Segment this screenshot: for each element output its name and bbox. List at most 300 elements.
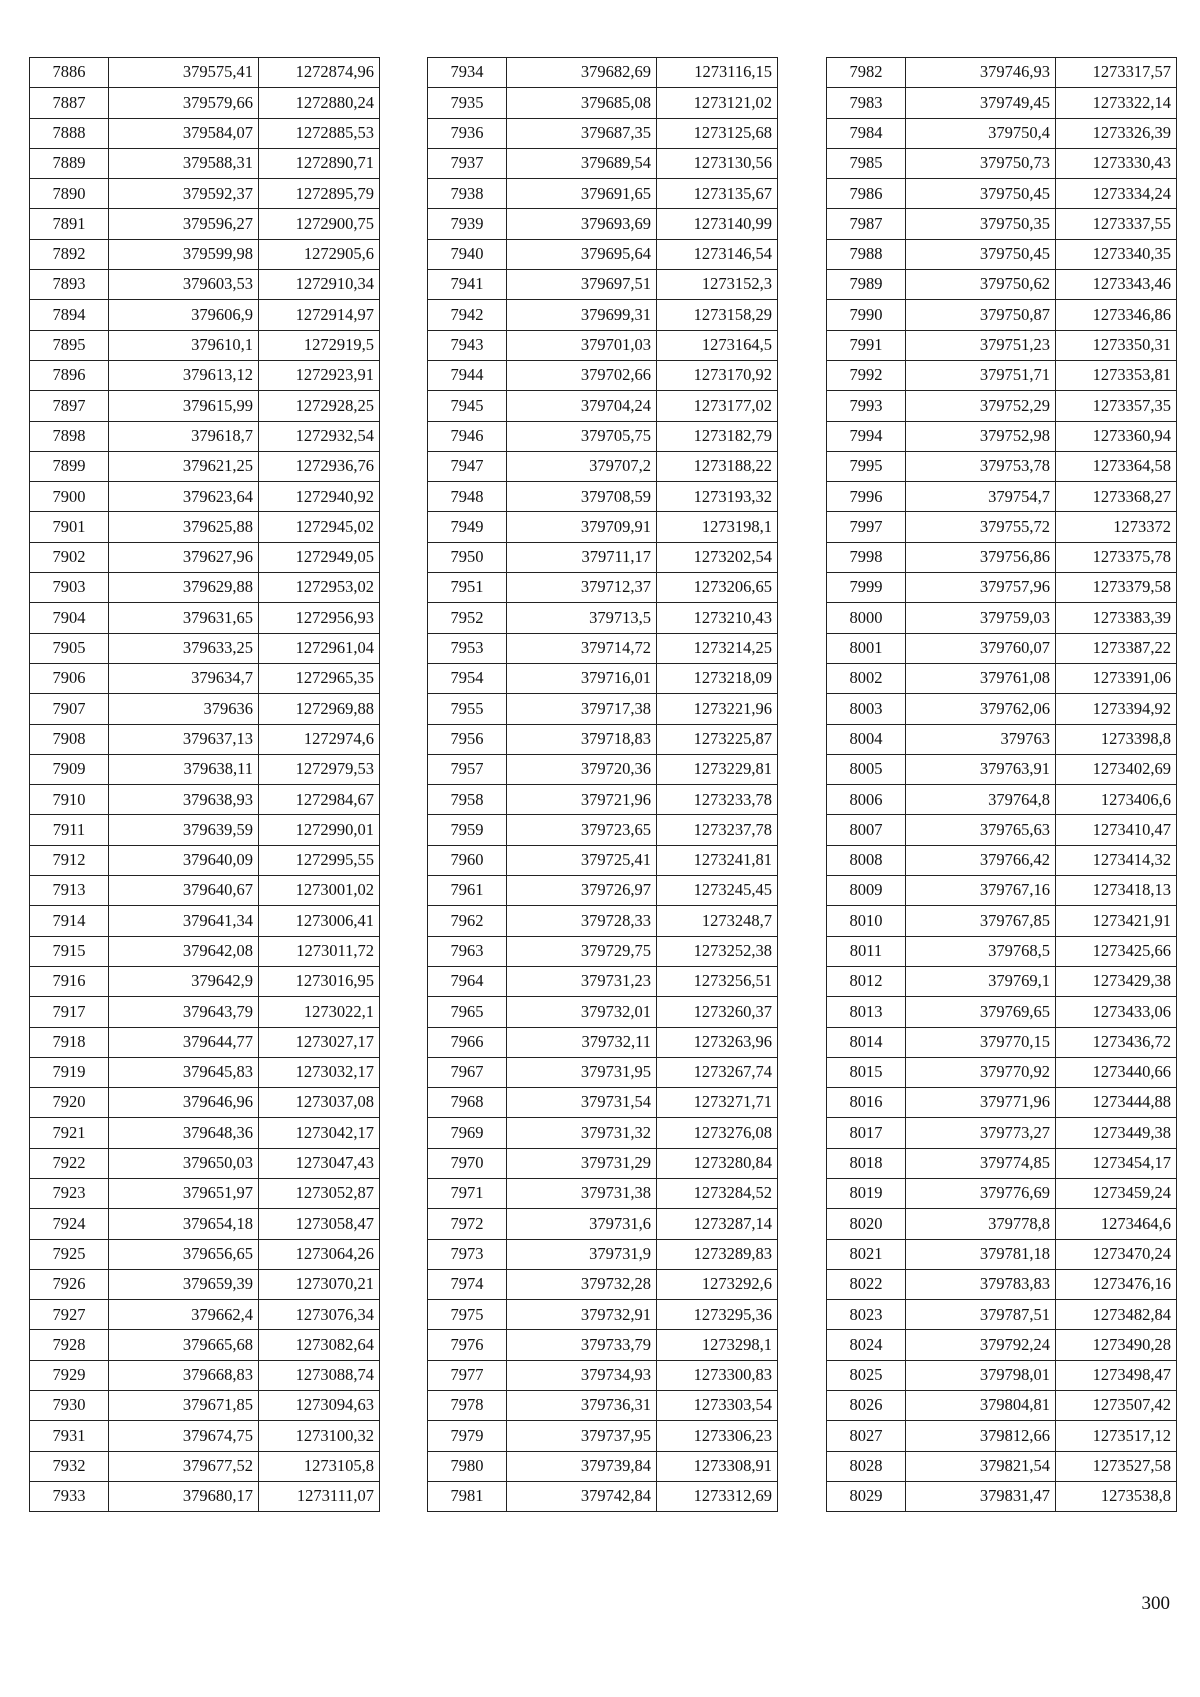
y-coordinate-cell: 1273237,78	[657, 815, 778, 845]
point-number-cell: 7942	[428, 300, 507, 330]
y-coordinate-cell: 1273221,96	[657, 694, 778, 724]
table-row	[30, 148, 380, 178]
x-coordinate-cell: 379759,03	[906, 603, 1056, 633]
point-number-cell: 7946	[428, 421, 507, 451]
point-number-cell: 7901	[30, 512, 109, 542]
y-coordinate-cell: 1273177,02	[657, 391, 778, 421]
y-coordinate-cell: 1273188,22	[657, 451, 778, 481]
point-number-cell: 7921	[30, 1118, 109, 1148]
point-number-cell: 7978	[428, 1391, 507, 1421]
point-number-cell: 7918	[30, 1027, 109, 1057]
table-row	[827, 1118, 1177, 1148]
table-row	[827, 906, 1177, 936]
y-coordinate-cell: 1272984,67	[259, 785, 380, 815]
x-coordinate-cell: 379754,7	[906, 482, 1056, 512]
y-coordinate-cell: 1272965,35	[259, 663, 380, 693]
x-coordinate-cell: 379736,31	[507, 1391, 657, 1421]
y-coordinate-cell: 1273406,6	[1056, 785, 1177, 815]
y-coordinate-cell: 1273082,64	[259, 1330, 380, 1360]
y-coordinate-cell: 1273130,56	[657, 148, 778, 178]
x-coordinate-cell: 379711,17	[507, 542, 657, 572]
y-coordinate-cell: 1273214,25	[657, 633, 778, 663]
x-coordinate-cell: 379618,7	[109, 421, 259, 451]
point-number-cell: 7895	[30, 330, 109, 360]
table-row	[827, 936, 1177, 966]
point-number-cell: 7925	[30, 1239, 109, 1269]
point-number-cell: 7953	[428, 633, 507, 663]
table-row	[428, 785, 778, 815]
point-number-cell: 7937	[428, 148, 507, 178]
y-coordinate-cell: 1272910,34	[259, 270, 380, 300]
x-coordinate-cell: 379714,72	[507, 633, 657, 663]
y-coordinate-cell: 1272923,91	[259, 360, 380, 390]
point-number-cell: 7997	[827, 512, 906, 542]
table-row	[428, 118, 778, 148]
table-row	[827, 997, 1177, 1027]
table-row	[827, 148, 1177, 178]
x-coordinate-cell: 379760,07	[906, 633, 1056, 663]
y-coordinate-cell: 1273433,06	[1056, 997, 1177, 1027]
table-row	[30, 997, 380, 1027]
point-number-cell: 7933	[30, 1481, 109, 1511]
point-number-cell: 7993	[827, 391, 906, 421]
x-coordinate-cell: 379787,51	[906, 1300, 1056, 1330]
table-row	[428, 1148, 778, 1178]
table-row	[827, 451, 1177, 481]
y-coordinate-cell: 1273429,38	[1056, 966, 1177, 996]
point-number-cell: 7962	[428, 906, 507, 936]
table-row	[827, 421, 1177, 451]
x-coordinate-cell: 379638,11	[109, 754, 259, 784]
table-row	[30, 1178, 380, 1208]
table-row	[30, 1209, 380, 1239]
table-row	[428, 754, 778, 784]
table-row	[30, 603, 380, 633]
y-coordinate-cell: 1273464,6	[1056, 1209, 1177, 1239]
point-number-cell: 8025	[827, 1360, 906, 1390]
table-row	[428, 300, 778, 330]
point-number-cell: 7986	[827, 179, 906, 209]
x-coordinate-cell: 379645,83	[109, 1057, 259, 1087]
point-number-cell: 7989	[827, 270, 906, 300]
y-coordinate-cell: 1273032,17	[259, 1057, 380, 1087]
x-coordinate-cell: 379731,95	[507, 1057, 657, 1087]
point-number-cell: 7894	[30, 300, 109, 330]
point-number-cell: 7902	[30, 542, 109, 572]
x-coordinate-cell: 379750,35	[906, 209, 1056, 239]
x-coordinate-cell: 379725,41	[507, 845, 657, 875]
x-coordinate-cell: 379776,69	[906, 1178, 1056, 1208]
y-coordinate-cell: 1273292,6	[657, 1269, 778, 1299]
x-coordinate-cell: 379763	[906, 724, 1056, 754]
table-row	[30, 1360, 380, 1390]
x-coordinate-cell: 379606,9	[109, 300, 259, 330]
y-coordinate-cell: 1273372	[1056, 512, 1177, 542]
point-number-cell: 7961	[428, 876, 507, 906]
table-row	[428, 573, 778, 603]
y-coordinate-cell: 1273343,46	[1056, 270, 1177, 300]
x-coordinate-cell: 379774,85	[906, 1148, 1056, 1178]
x-coordinate-cell: 379709,91	[507, 512, 657, 542]
table-row	[428, 1027, 778, 1057]
table-row	[428, 88, 778, 118]
table-row	[30, 542, 380, 572]
coordinate-table-3	[826, 57, 1177, 1512]
table-row	[428, 1239, 778, 1269]
y-coordinate-cell: 1273170,92	[657, 360, 778, 390]
x-coordinate-cell: 379771,96	[906, 1088, 1056, 1118]
y-coordinate-cell: 1273146,54	[657, 239, 778, 269]
x-coordinate-cell: 379831,47	[906, 1481, 1056, 1511]
y-coordinate-cell: 1273322,14	[1056, 88, 1177, 118]
point-number-cell: 7973	[428, 1239, 507, 1269]
point-number-cell: 8023	[827, 1300, 906, 1330]
point-number-cell: 7889	[30, 148, 109, 178]
table-row	[428, 936, 778, 966]
y-coordinate-cell: 1272928,25	[259, 391, 380, 421]
y-coordinate-cell: 1273312,69	[657, 1481, 778, 1511]
x-coordinate-cell: 379695,64	[507, 239, 657, 269]
y-coordinate-cell: 1272979,53	[259, 754, 380, 784]
point-number-cell: 7910	[30, 785, 109, 815]
y-coordinate-cell: 1273527,58	[1056, 1451, 1177, 1481]
y-coordinate-cell: 1273414,32	[1056, 845, 1177, 875]
y-coordinate-cell: 1273100,32	[259, 1421, 380, 1451]
table-row	[827, 239, 1177, 269]
y-coordinate-cell: 1273346,86	[1056, 300, 1177, 330]
y-coordinate-cell: 1273295,36	[657, 1300, 778, 1330]
y-coordinate-cell: 1273027,17	[259, 1027, 380, 1057]
y-coordinate-cell: 1273334,24	[1056, 179, 1177, 209]
x-coordinate-cell: 379646,96	[109, 1088, 259, 1118]
table-row	[30, 421, 380, 451]
point-number-cell: 7939	[428, 209, 507, 239]
table-row	[30, 1239, 380, 1269]
y-coordinate-cell: 1272919,5	[259, 330, 380, 360]
table-row	[30, 1330, 380, 1360]
x-coordinate-cell: 379704,24	[507, 391, 657, 421]
x-coordinate-cell: 379731,54	[507, 1088, 657, 1118]
y-coordinate-cell: 1273418,13	[1056, 876, 1177, 906]
table-row	[827, 1330, 1177, 1360]
point-number-cell: 8016	[827, 1088, 906, 1118]
y-coordinate-cell: 1273280,84	[657, 1148, 778, 1178]
table-row	[827, 391, 1177, 421]
point-number-cell: 7896	[30, 360, 109, 390]
y-coordinate-cell: 1273326,39	[1056, 118, 1177, 148]
point-number-cell: 7917	[30, 997, 109, 1027]
y-coordinate-cell: 1273182,79	[657, 421, 778, 451]
y-coordinate-cell: 1273202,54	[657, 542, 778, 572]
point-number-cell: 8000	[827, 603, 906, 633]
point-number-cell: 7974	[428, 1269, 507, 1299]
y-coordinate-cell: 1272914,97	[259, 300, 380, 330]
table-row	[827, 1481, 1177, 1511]
y-coordinate-cell: 1273206,65	[657, 573, 778, 603]
point-number-cell: 7924	[30, 1209, 109, 1239]
x-coordinate-cell: 379699,31	[507, 300, 657, 330]
table-row	[827, 785, 1177, 815]
y-coordinate-cell: 1272874,96	[259, 58, 380, 88]
table-row	[428, 906, 778, 936]
table-row	[428, 694, 778, 724]
point-number-cell: 7903	[30, 573, 109, 603]
table-row	[827, 845, 1177, 875]
y-coordinate-cell: 1273284,52	[657, 1178, 778, 1208]
x-coordinate-cell: 379728,33	[507, 906, 657, 936]
y-coordinate-cell: 1273482,84	[1056, 1300, 1177, 1330]
x-coordinate-cell: 379764,8	[906, 785, 1056, 815]
y-coordinate-cell: 1273507,42	[1056, 1391, 1177, 1421]
x-coordinate-cell: 379633,25	[109, 633, 259, 663]
x-coordinate-cell: 379721,96	[507, 785, 657, 815]
x-coordinate-cell: 379639,59	[109, 815, 259, 845]
y-coordinate-cell: 1273125,68	[657, 118, 778, 148]
x-coordinate-cell: 379687,35	[507, 118, 657, 148]
x-coordinate-cell: 379621,25	[109, 451, 259, 481]
table-row	[30, 633, 380, 663]
x-coordinate-cell: 379756,86	[906, 542, 1056, 572]
y-coordinate-cell: 1272936,76	[259, 451, 380, 481]
point-number-cell: 8022	[827, 1269, 906, 1299]
table-row	[30, 391, 380, 421]
x-coordinate-cell: 379757,96	[906, 573, 1056, 603]
table-row	[30, 724, 380, 754]
point-number-cell: 7956	[428, 724, 507, 754]
table-row	[428, 330, 778, 360]
x-coordinate-cell: 379659,39	[109, 1269, 259, 1299]
y-coordinate-cell: 1273042,17	[259, 1118, 380, 1148]
table-row	[428, 603, 778, 633]
point-number-cell: 8017	[827, 1118, 906, 1148]
table-row	[827, 815, 1177, 845]
table-row	[30, 966, 380, 996]
point-number-cell: 7922	[30, 1148, 109, 1178]
y-coordinate-cell: 1273198,1	[657, 512, 778, 542]
point-number-cell: 7928	[30, 1330, 109, 1360]
x-coordinate-cell: 379627,96	[109, 542, 259, 572]
point-number-cell: 7958	[428, 785, 507, 815]
point-number-cell: 7969	[428, 1118, 507, 1148]
x-coordinate-cell: 379750,4	[906, 118, 1056, 148]
table-row	[428, 1178, 778, 1208]
x-coordinate-cell: 379689,54	[507, 148, 657, 178]
table-row	[428, 542, 778, 572]
x-coordinate-cell: 379705,75	[507, 421, 657, 451]
x-coordinate-cell: 379798,01	[906, 1360, 1056, 1390]
y-coordinate-cell: 1273436,72	[1056, 1027, 1177, 1057]
y-coordinate-cell: 1273300,83	[657, 1360, 778, 1390]
table-row	[30, 270, 380, 300]
table-row	[428, 1330, 778, 1360]
table-row	[30, 58, 380, 88]
x-coordinate-cell: 379603,53	[109, 270, 259, 300]
table-row	[428, 209, 778, 239]
y-coordinate-cell: 1273248,7	[657, 906, 778, 936]
y-coordinate-cell: 1273193,32	[657, 482, 778, 512]
y-coordinate-cell: 1273233,78	[657, 785, 778, 815]
x-coordinate-cell: 379718,83	[507, 724, 657, 754]
point-number-cell: 7904	[30, 603, 109, 633]
coordinate-table-2	[427, 57, 778, 1512]
x-coordinate-cell: 379769,65	[906, 997, 1056, 1027]
x-coordinate-cell: 379732,91	[507, 1300, 657, 1330]
point-number-cell: 7893	[30, 270, 109, 300]
x-coordinate-cell: 379642,08	[109, 936, 259, 966]
table-row	[30, 209, 380, 239]
point-number-cell: 8014	[827, 1027, 906, 1057]
point-number-cell: 8026	[827, 1391, 906, 1421]
table-row	[827, 754, 1177, 784]
table-row	[428, 815, 778, 845]
table-row	[428, 997, 778, 1027]
y-coordinate-cell: 1273454,17	[1056, 1148, 1177, 1178]
table-row	[827, 1360, 1177, 1390]
x-coordinate-cell: 379762,06	[906, 694, 1056, 724]
point-number-cell: 7949	[428, 512, 507, 542]
y-coordinate-cell: 1273383,39	[1056, 603, 1177, 633]
y-coordinate-cell: 1273140,99	[657, 209, 778, 239]
point-number-cell: 7923	[30, 1178, 109, 1208]
table-row	[428, 1391, 778, 1421]
point-number-cell: 7983	[827, 88, 906, 118]
table-row	[827, 270, 1177, 300]
table-row	[428, 1360, 778, 1390]
x-coordinate-cell: 379733,79	[507, 1330, 657, 1360]
y-coordinate-cell: 1273022,1	[259, 997, 380, 1027]
x-coordinate-cell: 379821,54	[906, 1451, 1056, 1481]
point-number-cell: 7966	[428, 1027, 507, 1057]
x-coordinate-cell: 379765,63	[906, 815, 1056, 845]
y-coordinate-cell: 1272880,24	[259, 88, 380, 118]
x-coordinate-cell: 379651,97	[109, 1178, 259, 1208]
x-coordinate-cell: 379638,93	[109, 785, 259, 815]
x-coordinate-cell: 379767,16	[906, 876, 1056, 906]
point-number-cell: 7908	[30, 724, 109, 754]
point-number-cell: 8021	[827, 1239, 906, 1269]
y-coordinate-cell: 1273052,87	[259, 1178, 380, 1208]
point-number-cell: 7920	[30, 1088, 109, 1118]
y-coordinate-cell: 1272940,92	[259, 482, 380, 512]
x-coordinate-cell: 379613,12	[109, 360, 259, 390]
x-coordinate-cell: 379644,77	[109, 1027, 259, 1057]
x-coordinate-cell: 379623,64	[109, 482, 259, 512]
y-coordinate-cell: 1273111,07	[259, 1481, 380, 1511]
table-row	[428, 1057, 778, 1087]
x-coordinate-cell: 379750,45	[906, 179, 1056, 209]
table-row	[827, 512, 1177, 542]
table-row	[428, 482, 778, 512]
point-number-cell: 7988	[827, 239, 906, 269]
y-coordinate-cell: 1273476,16	[1056, 1269, 1177, 1299]
table-row	[827, 179, 1177, 209]
point-number-cell: 7954	[428, 663, 507, 693]
point-number-cell: 7970	[428, 1148, 507, 1178]
x-coordinate-cell: 379631,65	[109, 603, 259, 633]
table-row	[428, 724, 778, 754]
x-coordinate-cell: 379592,37	[109, 179, 259, 209]
point-number-cell: 7915	[30, 936, 109, 966]
point-number-cell: 7971	[428, 1178, 507, 1208]
table-row	[30, 694, 380, 724]
x-coordinate-cell: 379693,69	[507, 209, 657, 239]
x-coordinate-cell: 379763,91	[906, 754, 1056, 784]
table-row	[428, 391, 778, 421]
point-number-cell: 8007	[827, 815, 906, 845]
y-coordinate-cell: 1273076,34	[259, 1300, 380, 1330]
x-coordinate-cell: 379751,23	[906, 330, 1056, 360]
y-coordinate-cell: 1273047,43	[259, 1148, 380, 1178]
point-number-cell: 7932	[30, 1451, 109, 1481]
table-row	[428, 451, 778, 481]
point-number-cell: 7952	[428, 603, 507, 633]
y-coordinate-cell: 1273070,21	[259, 1269, 380, 1299]
y-coordinate-cell: 1272990,01	[259, 815, 380, 845]
point-number-cell: 8006	[827, 785, 906, 815]
y-coordinate-cell: 1273210,43	[657, 603, 778, 633]
x-coordinate-cell: 379702,66	[507, 360, 657, 390]
x-coordinate-cell: 379674,75	[109, 1421, 259, 1451]
y-coordinate-cell: 1273517,12	[1056, 1421, 1177, 1451]
x-coordinate-cell: 379665,68	[109, 1330, 259, 1360]
coordinate-table-1	[29, 57, 380, 1512]
table-row	[428, 179, 778, 209]
x-coordinate-cell: 379750,45	[906, 239, 1056, 269]
table-row	[827, 1178, 1177, 1208]
point-number-cell: 7927	[30, 1300, 109, 1330]
table-row	[428, 876, 778, 906]
point-number-cell: 7960	[428, 845, 507, 875]
point-number-cell: 7926	[30, 1269, 109, 1299]
x-coordinate-cell: 379770,92	[906, 1057, 1056, 1087]
x-coordinate-cell: 379783,83	[906, 1269, 1056, 1299]
x-coordinate-cell: 379732,11	[507, 1027, 657, 1057]
x-coordinate-cell: 379575,41	[109, 58, 259, 88]
table-row	[827, 1391, 1177, 1421]
x-coordinate-cell: 379610,1	[109, 330, 259, 360]
point-number-cell: 7913	[30, 876, 109, 906]
point-number-cell: 7982	[827, 58, 906, 88]
y-coordinate-cell: 1272895,79	[259, 179, 380, 209]
y-coordinate-cell: 1273152,3	[657, 270, 778, 300]
point-number-cell: 7909	[30, 754, 109, 784]
point-number-cell: 8029	[827, 1481, 906, 1511]
table-row	[30, 1057, 380, 1087]
x-coordinate-cell: 379637,13	[109, 724, 259, 754]
table-row	[428, 1451, 778, 1481]
point-number-cell: 7951	[428, 573, 507, 603]
point-number-cell: 7890	[30, 179, 109, 209]
point-number-cell: 7994	[827, 421, 906, 451]
table-row	[428, 1088, 778, 1118]
y-coordinate-cell: 1273330,43	[1056, 148, 1177, 178]
y-coordinate-cell: 1273116,15	[657, 58, 778, 88]
point-number-cell: 7959	[428, 815, 507, 845]
table-row	[827, 603, 1177, 633]
point-number-cell: 7914	[30, 906, 109, 936]
y-coordinate-cell: 1273006,41	[259, 906, 380, 936]
point-number-cell: 7984	[827, 118, 906, 148]
table-row	[30, 118, 380, 148]
x-coordinate-cell: 379750,87	[906, 300, 1056, 330]
y-coordinate-cell: 1273379,58	[1056, 573, 1177, 603]
table-row	[30, 1451, 380, 1481]
x-coordinate-cell: 379731,9	[507, 1239, 657, 1269]
x-coordinate-cell: 379753,78	[906, 451, 1056, 481]
point-number-cell: 7981	[428, 1481, 507, 1511]
y-coordinate-cell: 1273357,35	[1056, 391, 1177, 421]
y-coordinate-cell: 1272953,02	[259, 573, 380, 603]
